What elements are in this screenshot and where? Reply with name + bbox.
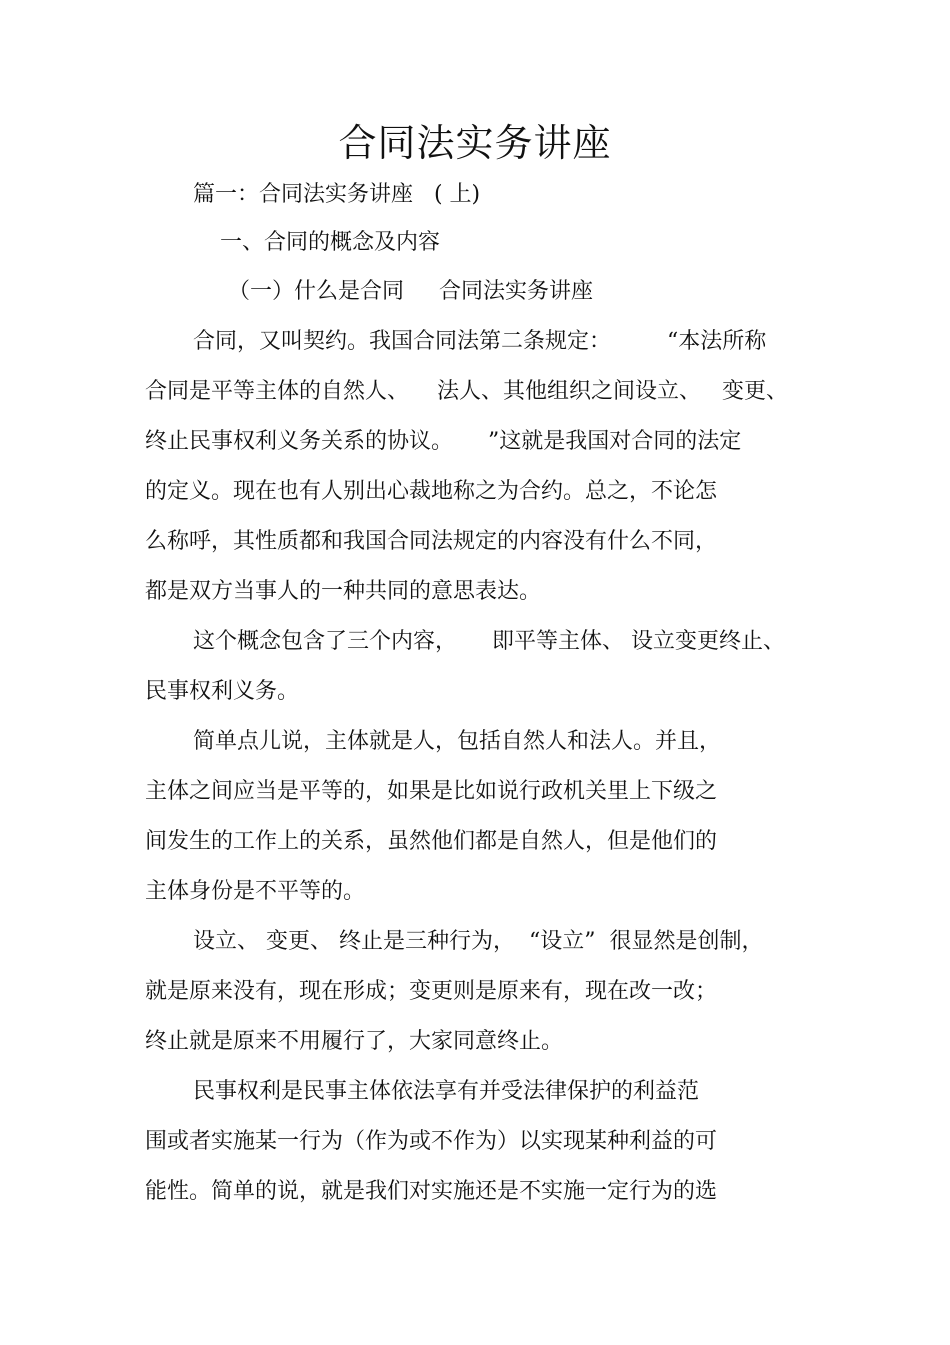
body-line: 主体之间应当是平等的，如果是比如说行政机关里上下级之: [145, 779, 718, 804]
body-line: 主体身份是不平等的。: [145, 879, 366, 904]
document-title: 合同法实务讲座: [338, 121, 612, 165]
body-line: 都是双方当事人的一种共同的意思表达。: [145, 579, 542, 604]
body-line: 终止就是原来不用履行了，大家同意终止。: [145, 1029, 564, 1054]
body-line: 间发生的工作上的关系，虽然他们都是自然人，但是他们的: [145, 829, 718, 854]
section-heading: 一、合同的概念及内容: [220, 230, 441, 255]
body-line: 民事权利义务。: [145, 679, 300, 704]
body-line: 这个概念包含了三个内容， 即平等主体、 设立变更终止、: [193, 629, 785, 654]
body-line: 就是原来没有，现在形成；变更则是原来有，现在改一改；: [145, 979, 718, 1004]
body-line: 合同是平等主体的自然人、 法人、其他组织之间设立、 变更、: [145, 379, 788, 404]
body-line: 围或者实施某一行为（作为或不作为）以实现某种利益的可: [145, 1129, 718, 1154]
body-line: 民事权利是民事主体依法享有并受法律保护的利益范: [193, 1079, 700, 1104]
subsection-heading: （一）什么是合同 合同法实务讲座: [228, 279, 593, 304]
body-line: 合同，又叫契约。我国合同法第二条规定： “本法所称: [193, 329, 767, 354]
body-line: 终止民事权利义务关系的协议。 ”这就是我国对合同的法定: [145, 429, 742, 454]
body-line: 设立、 变更、 终止是三种行为， “设立” 很显然是创制，: [193, 929, 764, 954]
body-line: 简单点儿说，主体就是人，包括自然人和法人。并且，: [193, 729, 722, 754]
body-line: 么称呼，其性质都和我国合同法规定的内容没有什么不同，: [145, 529, 718, 554]
subtitle: 篇一：合同法实务讲座 ( 上): [193, 182, 481, 207]
body-line: 能性。简单的说，就是我们对实施还是不实施一定行为的选: [145, 1179, 718, 1204]
body-line: 的定义。现在也有人别出心裁地称之为合约。总之，不论怎: [145, 479, 718, 504]
